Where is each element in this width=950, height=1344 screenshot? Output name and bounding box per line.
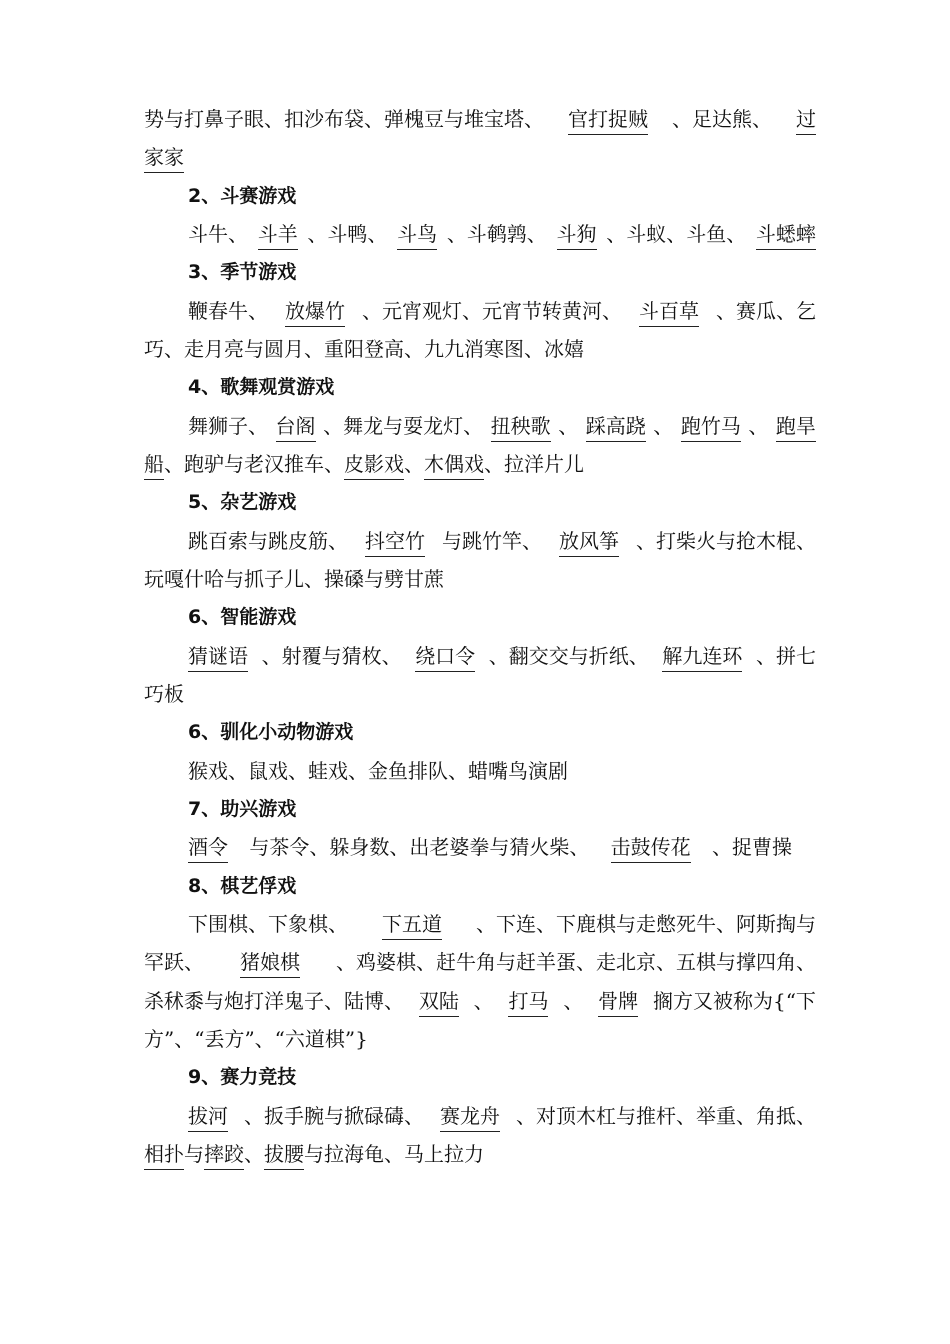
- paragraph-line: [188, 298, 816, 327]
- underlined-term: 猪娘棋: [240, 949, 300, 978]
- text-run: 玩嘎什哈与抓子儿、操磉与劈甘蔗: [144, 567, 444, 591]
- text-run: 、斗鸭、: [307, 222, 388, 246]
- section-heading: [188, 604, 950, 630]
- underlined-term: 相扑: [144, 1141, 184, 1170]
- text-run: 、扳手腕与掀碌碡、: [244, 1104, 424, 1128]
- text-run: 、: [558, 414, 579, 438]
- text-run: 下围棋、下象棋、: [188, 912, 348, 936]
- paragraph-line: [188, 413, 816, 442]
- paragraph-line: [144, 949, 816, 978]
- paragraph-line: [144, 681, 950, 707]
- text-run: 、斗蚁、斗鱼、: [606, 222, 747, 246]
- underlined-term: 摔跤: [204, 1141, 244, 1170]
- text-run: 罕跃、: [144, 950, 204, 974]
- text-run: 、舞龙与耍龙灯、: [323, 414, 484, 438]
- underlined-term: 斗蟋蟀: [756, 221, 816, 250]
- text-run: 、打柴火与抢木棍、: [636, 529, 816, 553]
- text-run: 9、赛力竞技: [188, 1066, 297, 1088]
- paragraph-line: [144, 1141, 950, 1170]
- paragraph-line: [188, 834, 792, 863]
- underlined-term: 船: [144, 451, 164, 480]
- text-run: 、鸡婆棋、赶牛角与赶羊蛋、走北京、五棋与撑四角、: [336, 950, 816, 974]
- text-run: 、: [244, 1142, 264, 1166]
- underlined-term: 酒令: [188, 834, 228, 863]
- text-run: 方”、“丢方”、“六道棋”}: [144, 1027, 368, 1051]
- paragraph-line: [144, 988, 816, 1017]
- text-run: 、: [473, 989, 494, 1013]
- text-run: 、对顶木杠与推杆、举重、角抵、: [516, 1104, 816, 1128]
- text-run: 、: [748, 414, 769, 438]
- paragraph-line: [144, 336, 950, 362]
- paragraph-line: [144, 451, 950, 480]
- paragraph-line: [188, 1103, 816, 1132]
- text-run: 、元宵观灯、元宵节转黄河、: [362, 299, 622, 323]
- underlined-term: 下五道: [382, 911, 442, 940]
- text-run: 2、斗赛游戏: [188, 185, 297, 207]
- text-run: 、: [563, 989, 584, 1013]
- text-run: 6、智能游戏: [188, 606, 297, 628]
- text-run: 7、助兴游戏: [188, 798, 297, 820]
- text-run: 、下连、下鹿棋与走憋死牛、阿斯掏与: [476, 912, 816, 936]
- text-run: 舞狮子、: [188, 414, 268, 438]
- paragraph-line: [188, 221, 816, 250]
- underlined-term: 木偶戏: [424, 451, 484, 480]
- paragraph-line: [144, 566, 950, 592]
- text-run: 4、歌舞观赏游戏: [188, 376, 335, 398]
- paragraph-line: [188, 643, 816, 672]
- underlined-term: 放爆竹: [285, 298, 345, 327]
- text-run: 杀秫黍与炮打洋鬼子、陆博、: [144, 989, 404, 1013]
- text-run: 5、杂艺游戏: [188, 491, 297, 513]
- text-run: 、捉曹操: [711, 835, 792, 859]
- text-run: 、: [404, 452, 424, 476]
- text-run: 巧板: [144, 682, 184, 706]
- text-run: 与茶令、躲身数、出老婆拳与猜火柴、: [249, 835, 590, 859]
- text-run: 巧、走月亮与圆月、重阳登高、九九消寒图、冰嬉: [144, 337, 584, 361]
- underlined-term: 猜谜语: [188, 643, 248, 672]
- text-run: 猴戏、鼠戏、蛙戏、金鱼排队、蜡嘴鸟演剧: [188, 759, 568, 783]
- underlined-term: 抖空竹: [365, 528, 425, 557]
- section-heading: [188, 873, 950, 899]
- underlined-term: 双陆: [419, 988, 459, 1017]
- section-heading: [188, 183, 950, 209]
- paragraph-line: [144, 106, 816, 135]
- underlined-term: 解九连环: [662, 643, 742, 672]
- underlined-term: 跑旱: [776, 413, 816, 442]
- text-run: 、翻交交与折纸、: [488, 644, 649, 668]
- section-heading: [188, 719, 950, 745]
- text-run: 、拉洋片儿: [484, 452, 584, 476]
- text-run: 、足达熊、: [672, 107, 772, 131]
- text-run: 势与打鼻子眼、扣沙布袋、弹槐豆与堆宝塔、: [144, 107, 544, 131]
- text-run: 搁方又被称为{“下: [652, 989, 816, 1013]
- paragraph-line: [144, 144, 950, 173]
- underlined-term: 皮影戏: [344, 451, 404, 480]
- paragraph-line: [188, 528, 816, 557]
- section-heading: [188, 796, 950, 822]
- section-heading: [188, 1064, 950, 1090]
- text-run: 斗牛、: [188, 222, 248, 246]
- paragraph-line: [144, 1026, 950, 1052]
- text-run: 8、棋艺俘戏: [188, 875, 297, 897]
- underlined-term: 踩高跷: [586, 413, 646, 442]
- paragraph-line: [188, 911, 816, 940]
- text-run: 、: [653, 414, 674, 438]
- underlined-term: 打马: [508, 988, 548, 1017]
- underlined-term: 击鼓传花: [611, 834, 691, 863]
- paragraph-line: [188, 758, 950, 784]
- underlined-term: 斗鸟: [397, 221, 437, 250]
- text-run: 鞭春牛、: [188, 299, 268, 323]
- underlined-term: 赛龙舟: [440, 1103, 500, 1132]
- section-heading: [188, 374, 950, 400]
- underlined-term: 台阁: [276, 413, 316, 442]
- underlined-term: 扭秧歌: [491, 413, 551, 442]
- underlined-term: 跑竹马: [681, 413, 741, 442]
- underlined-term: 过: [796, 106, 816, 135]
- underlined-term: 骨牌: [598, 988, 638, 1017]
- text-run: 与: [184, 1142, 204, 1166]
- text-run: 跳百索与跳皮筋、: [188, 529, 348, 553]
- text-run: 、拼七: [755, 644, 816, 668]
- underlined-term: 拔腰: [264, 1141, 304, 1170]
- text-run: 与拉海龟、马上拉力: [304, 1142, 484, 1166]
- underlined-term: 放风筝: [559, 528, 619, 557]
- section-heading: [188, 259, 950, 285]
- underlined-term: 斗百草: [639, 298, 699, 327]
- text-run: 、跑驴与老汉推车、: [164, 452, 344, 476]
- underlined-term: 官打捉贼: [568, 106, 648, 135]
- underlined-term: 斗狗: [557, 221, 597, 250]
- underlined-term: 斗羊: [258, 221, 298, 250]
- underlined-term: 拔河: [188, 1103, 228, 1132]
- section-heading: [188, 489, 950, 515]
- text-run: 与跳竹竿、: [442, 529, 542, 553]
- text-run: 6、驯化小动物游戏: [188, 721, 354, 743]
- text-run: 、赛瓜、乞: [716, 299, 816, 323]
- underlined-term: 家家: [144, 144, 184, 173]
- text-run: 、斗鹌鹑、: [446, 222, 547, 246]
- underlined-term: 绕口令: [415, 643, 475, 672]
- text-run: 3、季节游戏: [188, 261, 297, 283]
- text-run: 、射覆与猜枚、: [261, 644, 402, 668]
